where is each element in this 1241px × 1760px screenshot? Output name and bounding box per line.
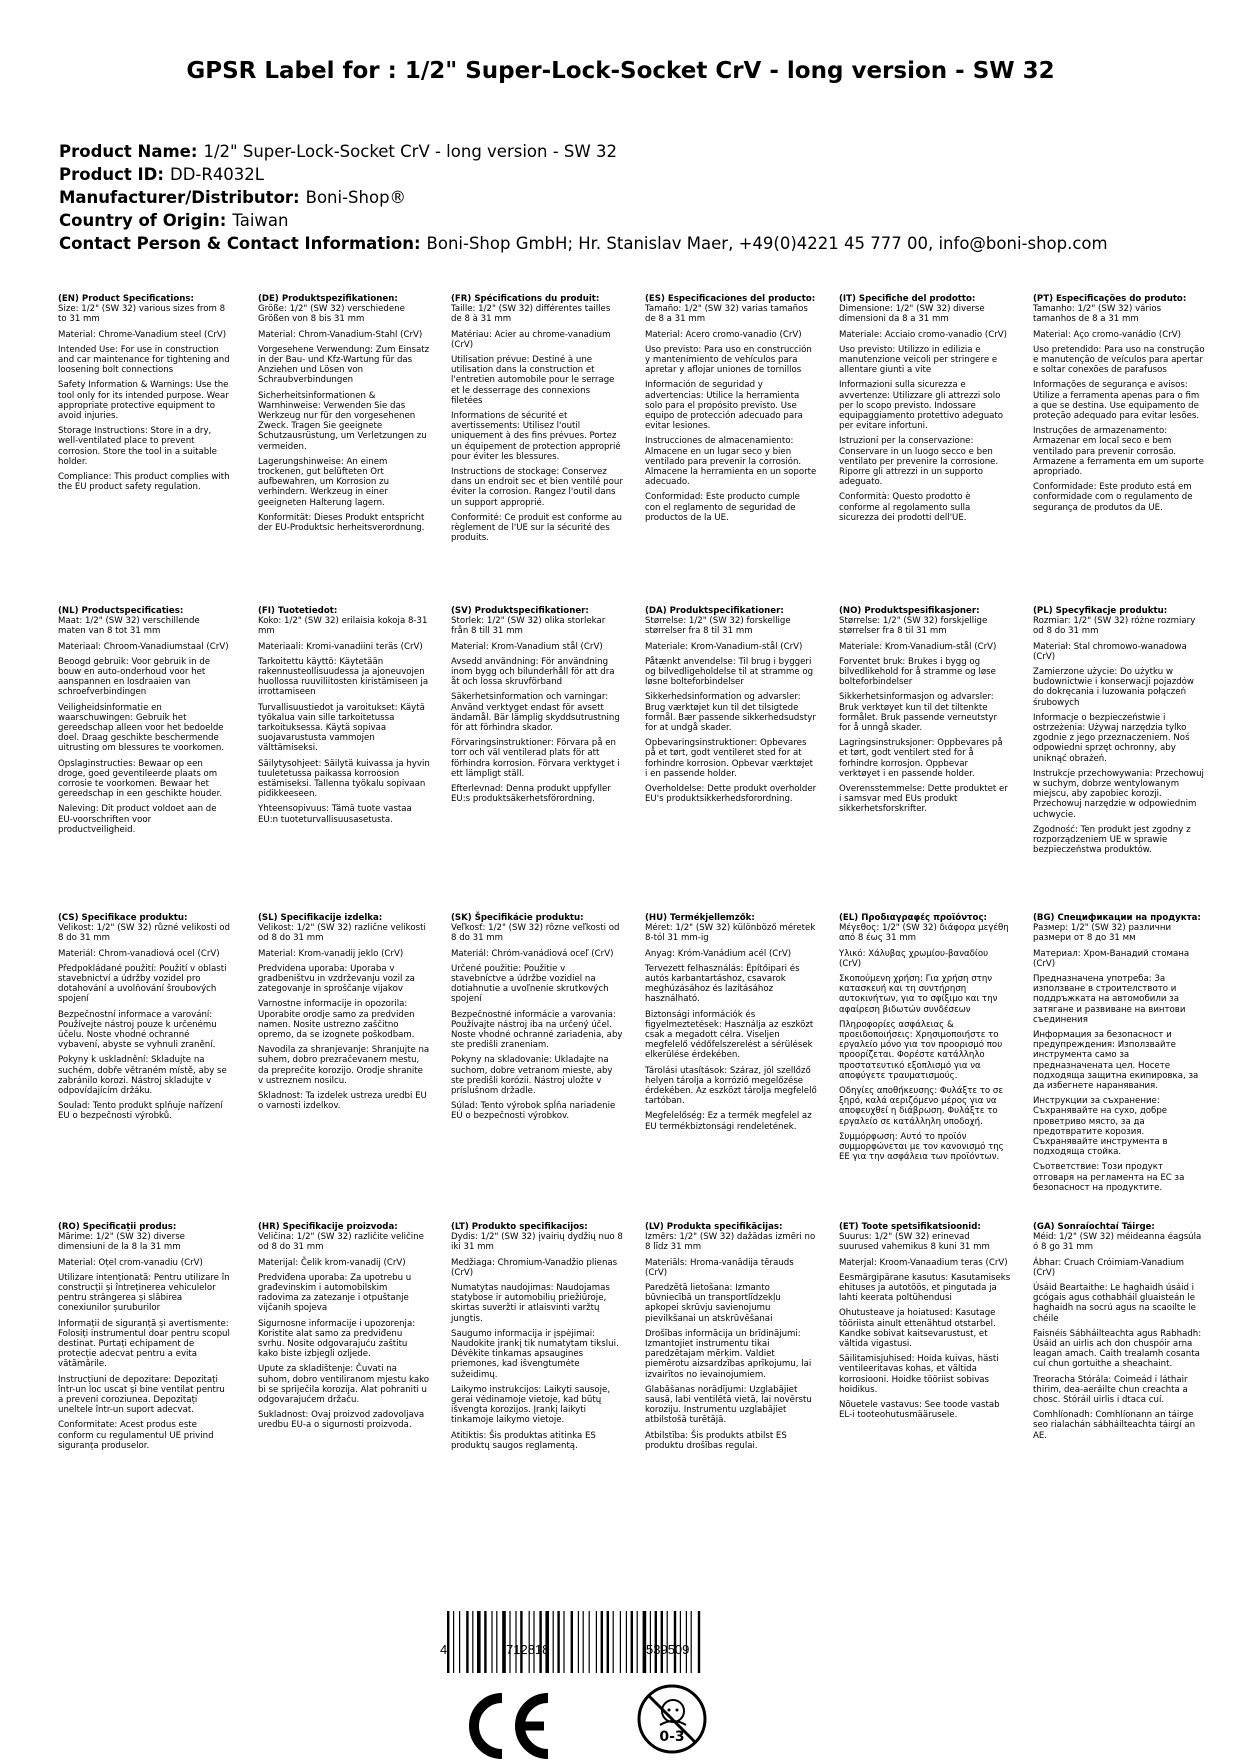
language-block-paragraph: Eesmärgipärane kasutus: Kasutamiseks ehituses ja autotöös, et pingutada ja lahti keerata poltühendusi (839, 1272, 1011, 1304)
barcode-bar (583, 1611, 584, 1673)
language-block-paragraph: Pokyny k uskladnění: Skladujte na suchém, dobře větraném místě, aby se zabránilo korozi. Nástroj skladujte v odpovídajícím držáku. (58, 1055, 227, 1097)
language-block-paragraph: Größe: 1/2" (SW 32) verschiedene Größen von 8 bis 31 mm (258, 304, 405, 325)
language-block-paragraph: Säilytysohjeet: Säilytä kuivassa ja hyvin tuuletetussa paikassa korroosion estämiseksi. Tallenna työkalu sopivaan pidikkeeseen. (258, 758, 430, 800)
language-block-paragraph: Matériau: Acier au chrome-vanadium (CrV) (451, 329, 611, 350)
language-block-paragraph: Biztonsági információk és figyelmeztetések: Használja az eszközt csak a megadott célra. Viseljen megfelelő védőfelszerelést a sérülések elkerülése érdekében. (645, 1009, 814, 1061)
language-block-paragraph: Určené použitie: Použitie v stavebníctve a údržbe vozidiel na dotiahnutie a uvoľnenie skrutkových spojení (451, 963, 609, 1005)
language-block-paragraph: Material: Krom-vanadij jeklo (CrV) (258, 948, 404, 959)
language-block-paragraph: Material: Oțel crom-vanadiu (CrV) (58, 1257, 203, 1268)
language-block-paragraph: Velikost: 1/2" (SW 32) různé velikosti od 8 do 31 mm (58, 923, 230, 944)
language-block-paragraph: Sikkerhetsinformasjon og advarsler: Bruk verktøyet kun til det tiltenkte formålet. Bruk passende verneutstyr for å unngå skader. (839, 692, 998, 734)
language-block-paragraph: Instrukcje przechowywania: Przechowuj w suchym, dobrze wentylowanym miejscu, aby zapobiec korozji. Przechowuj narzędzie w odpowiednim uchwycie. (1033, 768, 1204, 820)
barcode-bar (491, 1611, 492, 1673)
language-block-paragraph: Turvallisuustiedot ja varoitukset: Käytä työkalua vain sille tarkoitetussa tarkoituksessa. Käytä sopivaa suojavarustusta vammojen välttämiseksi. (258, 702, 425, 754)
barcode-bar (601, 1611, 603, 1673)
language-block-paragraph: Storage Instructions: Store in a dry, well-ventilated place to prevent corrosion. Store the tool in a suitable holder. (58, 426, 217, 467)
language-block-heading: (EL) Προδιαγραφές προϊόντος: (839, 913, 987, 923)
language-block-paragraph: Yhteensopivuus: Tämä tuote vastaa EU:n tuoteturvallisuusasetusta. (258, 804, 412, 825)
info-contact: Contact Person & Contact Information: Boni-Shop GmbH; Hr. Stanislav Maer, +49(0)4221 45 777 00, info@boni-shop.com (59, 234, 1108, 253)
language-block-paragraph: Informații de siguranță și avertismente: Folosiți instrumentul doar pentru scopul destinat. Purtați echipament de protecție adecvat pentru a evita vătămările. (58, 1318, 230, 1370)
language-block-paragraph: Varnostne informacije in opozorila: Uporabite orodje samo za predviden namen. Nosite ustrezno zaščitno opremo, da se izognete poškodbam. (258, 999, 415, 1041)
language-block-paragraph: Izmērs: 1/2" (SW 32) dažādas izmēri no 8 līdz 31 mm (645, 1232, 816, 1253)
barcode-bar (472, 1611, 473, 1673)
language-block-paragraph: Overholdelse: Dette produkt overholder EU's produktsikkerhedsforordning. (645, 784, 817, 805)
language-block (451, 1222, 623, 1456)
barcode-bar (596, 1611, 597, 1673)
language-block-paragraph: Megfelelőség: Ez a termék megfelel az EU termékbiztonsági rendeletének. (645, 1111, 812, 1132)
language-block (839, 294, 1011, 528)
language-block-heading: (FR) Spécifications du produit: (451, 294, 600, 304)
language-block (645, 606, 817, 809)
barcode-bar (553, 1611, 554, 1673)
barcode-bar (447, 1611, 449, 1673)
language-block-paragraph: Navodila za shranjevanje: Shranjujte na suhem, dobro prezračevanem mestu, da preprečite korozijo. Orodje shranite v ustreznem nosilcu. (258, 1045, 430, 1086)
language-block-paragraph: Informações de segurança e avisos: Utilize a ferramenta apenas para o fim a que se destina. Use equipamento de proteção adequado para evitar lesões. (1033, 380, 1200, 422)
language-block-heading: (DA) Produktspecifikationer: (645, 606, 784, 616)
language-block (1033, 294, 1205, 518)
language-block-heading: (SK) Špecifikácie produktu: (451, 913, 584, 923)
language-block-paragraph: Faisnéis Sábháilteachta agus Rabhadh: Úsáid an uirlis ach don chuspóir arna leagan amach. Caith trealamh cosanta cuí chun gortuithe a sheachaint. (1033, 1328, 1202, 1370)
language-block-paragraph: Numatytas naudojimas: Naudojamas statybose ir automobilių priežiūroje, skirtas suveržti ir atlaisvinti varžtų jungtis. (451, 1283, 610, 1324)
language-block (258, 606, 430, 830)
language-block-paragraph: Paredzētā lietošana: Izmanto būvniecībā un transportlīdzekļu apkopei skrūvju savienojumu pievilkšanai un atskrūvēšanai (645, 1283, 781, 1324)
language-block-heading: (FI) Tuotetiedot: (258, 606, 338, 616)
language-block-paragraph: Instrucțiuni de depozitare: Depozitați într-un loc uscat și bine ventilat pentru a preveni coroziunea. Depozitați uneltele într-un suport adecvat. (58, 1374, 225, 1416)
language-block-paragraph: Koko: 1/2" (SW 32) erilaisia kokoja 8-31 mm (258, 616, 428, 637)
language-block-heading: (ET) Toote spetsifikatsioonid: (839, 1222, 981, 1232)
language-block-paragraph: Comhlíonadh: Comhlíonann an táirge seo rialachán sábháilteachta táirgí an AE. (1033, 1410, 1196, 1441)
product-info (59, 140, 1209, 255)
barcode-bar (613, 1611, 614, 1673)
language-block-paragraph: Material: Aço cromo-vanádio (CrV) (1033, 329, 1181, 340)
language-block-paragraph: Méret: 1/2" (SW 32) különböző méretek 8-tól 31 mm-ig (645, 923, 816, 944)
language-block (58, 1222, 230, 1456)
language-block-heading: (BG) Спецификации на продукта: (1033, 913, 1201, 923)
language-block-paragraph: Konformität: Dieses Produkt entspricht der EU-Produktsic herheitsverordnung. (258, 512, 425, 534)
language-block-paragraph: Materjal: Kroom-Vanaadium teras (CrV) (839, 1257, 1008, 1268)
language-block-paragraph: Material: Chrome-Vanadium steel (CrV) (58, 329, 227, 340)
language-block-paragraph: Uso previsto: Para uso en construcción y mantenimiento de vehículos para apretar y aflojar uniones de tornillos (645, 344, 812, 376)
language-block-paragraph: Conformidad: Este producto cumple con el reglamento de seguridad de productos de la UE. (645, 492, 800, 523)
language-block-paragraph: Påtænkt anvendelse: Til brug i byggeri og bilvedligeholdelse til at stramme og løsne bolteforbindelser (645, 656, 814, 688)
language-block-paragraph: Предназначена употреба: За използване в строителството и поддръжката на автомобили за затягане и развиване на винтови съединения (1033, 974, 1186, 1025)
language-block-heading: (IT) Specifiche del prodotto: (839, 294, 976, 304)
language-block (451, 606, 623, 809)
language-block-paragraph: Upute za skladištenje: Čuvati na suhom, dobro ventiliranom mjestu kako bi se spriječila korozija. Alat pohraniti u odgovarajućem držaču. (258, 1364, 430, 1406)
language-block-paragraph: Conformità: Questo prodotto è conforme al regolamento sulla sicurezza dei prodotti dell'UE. (839, 492, 971, 523)
language-block-paragraph: Avsedd användning: För användning inom bygg och bilunderhåll för att dra åt och lossa skruvförband (451, 656, 615, 688)
language-block-paragraph: Materiál: Chrom-vanadiová ocel (CrV) (58, 948, 220, 959)
info-country: Country of Origin: Taiwan (59, 211, 289, 230)
language-block-paragraph: Σκοπούμενη χρήση: Για χρήση στην κατασκευή και τη συντήρηση αυτοκινήτων, για το σφίξιμο και την αφαίρεση βιδωτών συνδέσεων (839, 974, 998, 1015)
language-block-heading: (LV) Produkta specifikācijas: (645, 1222, 783, 1232)
language-block-paragraph: Størrelse: 1/2" (SW 32) forskellige størrelser fra 8 til 31 mm (645, 616, 791, 637)
info-product-name: Product Name: 1/2" Super-Lock-Socket CrV - long version - SW 32 (59, 142, 617, 161)
language-block-paragraph: Materiál: Chróm-vanádiová oceľ (CrV) (451, 948, 614, 959)
age-label: 0-3 (659, 1729, 685, 1745)
barcode-bar (578, 1611, 579, 1673)
language-block-paragraph: Uso pretendido: Para uso na construção e manutenção de veículos para apertar e soltar conexões de parafusos (1033, 344, 1205, 376)
language-block (58, 913, 230, 1127)
barcode-bar (637, 1611, 638, 1673)
language-block-heading: (NL) Productspecificaties: (58, 606, 184, 616)
language-block-paragraph: Predviđena uporaba: Za upotrebu u građevinskim i automobilskim radovima za zatezanje i otpuštanje vijčanih spojeva (258, 1272, 412, 1314)
language-block-paragraph: Lagerungshinweise: An einem trockenen, gut belüfteten Ort aufbewahren, um Korrosion zu verhindern. Werkzeug in einer geeigneten Halterung lagern. (258, 456, 390, 508)
language-block-paragraph: Informations de sécurité et avertissements: Utilisez l'outil uniquement à des fins prévues. Portez un équipement de protection approprié pour éviter les blessures. (451, 411, 621, 462)
language-block-paragraph: Úsáid Beartaithe: Le haghaidh úsáid i gcógais agus cothabháil gluaisteán le haghaidh na socrú agus na scaoilte le chéile (1033, 1283, 1196, 1324)
language-block-paragraph: Storlek: 1/2" (SW 32) olika storlekar från 8 till 31 mm (451, 616, 606, 637)
language-block-paragraph: Ábhar: Cruach Cróimiam-Vanadium (CrV) (1033, 1257, 1185, 1278)
language-block-paragraph: Treoracha Stórála: Coimeád i láthair thirim, dea-aeráilte chun creachta a chosc. Stóráil uirlis i dtaca cuí. (1033, 1374, 1188, 1406)
language-block-paragraph: Tárolási utasítások: Száraz, jól szellőző helyen tárolja a korrózió megelőzése érdekében. Az eszközt tárolja megfelelő tartóban. (645, 1065, 817, 1107)
language-block-paragraph: Předpokládané použití: Použití v oblasti stavebnictví a údržby vozidel pro dotahování a uvolňování šroubových spojení (58, 963, 227, 1005)
language-block-paragraph: Saugumo informacija ir įspėjimai: Naudokite įrankį tik numatytam tikslui. Dėvėkite tinkamas apsaugines priemones, kad išvengtumėte sužeidimų. (451, 1328, 619, 1380)
barcode-bar (631, 1611, 633, 1673)
language-block-heading: (SV) Produktspecifikationer: (451, 606, 589, 616)
barcode-bar (557, 1611, 559, 1673)
barcode-bar (620, 1611, 621, 1673)
barcode-bar (698, 1611, 700, 1673)
language-block-paragraph: Συμμόρφωση: Αυτό το προϊόν συμμορφώνεται με τον κανονισμό της ΕΕ για την ασφάλεια των προϊόντων. (839, 1131, 1004, 1163)
page-title: GPSR Label for : 1/2" Super-Lock-Socket CrV - long version - SW 32 (186, 58, 1055, 84)
language-block-paragraph: Υλικό: Χάλυβας χρωμίου-βαναδίου (CrV) (839, 948, 989, 969)
language-block-paragraph: Safety Information & Warnings: Use the tool only for its intended purpose. Wear appropriate protective equipment to avoid injuries. (58, 380, 229, 422)
language-block-paragraph: Conformitate: Acest produs este conform cu regulamentul UE privind siguranța produselor. (58, 1420, 214, 1451)
language-block-heading: (NO) Produktspesifikasjoner: (839, 606, 980, 616)
language-block-paragraph: Atitiktis: Šis produktas atitinka ES produktų saugos reglamentą. (451, 1430, 596, 1451)
language-block-heading: (CS) Specifikace produktu: (58, 913, 188, 923)
language-block (58, 606, 230, 840)
language-block (645, 913, 817, 1137)
language-block-paragraph: Tamaño: 1/2" (SW 32) varias tamaños de 8 a 31 mm (645, 304, 808, 325)
barcode-bar (626, 1611, 627, 1673)
language-block-paragraph: Ohutusteave ja hoiatused: Kasutage tööriista ainult ettenähtud otstarbel. Kandke sobivat kaitsevarustust, et vältida vigastusi. (839, 1308, 996, 1350)
barcode-bar (563, 1611, 564, 1673)
language-block (645, 1222, 817, 1456)
language-block-paragraph: Pokyny na skladovanie: Ukladajte na suchom, dobre vetranom mieste, aby ste predišli korózii. Nástroj uložte v príslušnom držadle. (451, 1055, 613, 1097)
language-block-heading: (HR) Specifikacije proizvoda: (258, 1222, 398, 1232)
language-block-paragraph: Zamierzone użycie: Do użytku w budownictwie i konserwacji pojazdów do dokręcania i luzowania połączeń śrubowych (1033, 667, 1194, 708)
language-block-paragraph: Información de seguridad y advertencias: Utilice la herramienta solo para el propósito previsto. Use equipo de protección adecuado para evitar lesiones. (645, 380, 803, 432)
barcode (443, 1611, 753, 1681)
language-block-paragraph: Информация за безопасност и предупреждения: Използвайте инструмента само за предназначената цел. Носете подходяща защитна екипировка, за да избегнете наранявания. (1033, 1030, 1199, 1092)
language-block-paragraph: Forventet bruk: Brukes i bygg og bilvedlikehold for å stramme og løse bolteforbindelser (839, 656, 996, 688)
language-block (258, 1222, 430, 1436)
language-block-paragraph: Beoogd gebruik: Voor gebruik in de bouw en auto-onderhoud voor het aanspannen en losdraaien van schroefverbindingen (58, 656, 211, 698)
language-block-heading: (SL) Specifikacije izdelka: (258, 913, 383, 923)
barcode-bar (484, 1611, 486, 1673)
language-block (839, 606, 1011, 820)
language-block-paragraph: Istruzioni per la conservazione: Conservare in un luogo secco e ben ventilato per prevenire la corrosione. Riporre gli attrezzi in un supporto adeguato. (839, 436, 999, 488)
language-block-paragraph: Tervezett felhasználás: Építőipari és autós karbantartáshoz, csavarok meghúzásához és lazításához használható. (645, 963, 800, 1005)
language-block-paragraph: Conformité: Ce produit est conforme au règlement de l'UE sur la sécurité des produits. (451, 512, 622, 544)
barcode-bar (571, 1611, 573, 1673)
language-block-paragraph: Πληροφορίες ασφάλειας & προειδοποιήσεις: Χρησιμοποιήστε το εργαλείο μόνο για τον προορισμό που προορίζεται. Φορέστε κατάλληλο προστατευτικό εξοπλισμό για να αποφύγετε τραυματισμούς. (839, 1019, 1003, 1081)
info-manufacturer: Manufacturer/Distributor: Boni-Shop® (59, 188, 407, 207)
language-block-paragraph: Material: Chrom-Vanadium-Stahl (CrV) (258, 329, 423, 340)
barcode-bar (607, 1611, 609, 1673)
language-block-paragraph: Skladnost: Ta izdelek ustreza uredbi EU o varnosti izdelkov. (258, 1091, 427, 1112)
language-block-paragraph: Материал: Хром-Ванадий стомана (CrV) (1033, 948, 1190, 969)
language-block-heading: (GA) Sonraíochtaí Táirge: (1033, 1222, 1155, 1232)
language-block-paragraph: Instrucciones de almacenamiento: Almacene en un lugar seco y bien ventilado para prevenir la corrosión. Almacene la herramienta en un soporte adecuado. (645, 436, 817, 488)
language-block (258, 913, 430, 1116)
language-block-paragraph: Efterlevnad: Denna produkt uppfyller EU:s produktsäkerhetsförordning. (451, 784, 611, 805)
language-block-paragraph: Taille: 1/2" (SW 32) différentes tailles de 8 à 31 mm (451, 304, 611, 325)
barcode-bar (691, 1611, 692, 1673)
language-block-paragraph: Размер: 1/2" (SW 32) различни размери от 8 до 31 мм (1033, 923, 1172, 944)
language-block-paragraph: Mărime: 1/2" (SW 32) diverse dimensiuni de la 8 la 31 mm (58, 1232, 185, 1253)
barcode-bar (459, 1611, 460, 1673)
language-block (645, 294, 817, 528)
language-block-paragraph: Sicherheitsinformationen & Warnhinweise: Verwenden Sie das Werkzeug nur für den vorgesehenen Zweck. Tragen Sie geeignete Schutzausrüstung, um Verletzungen zu vermeiden. (258, 390, 427, 452)
language-block-paragraph: Säkerhetsinformation och varningar: Använd verktyget endast för avsett ändamål. Bär lämplig skyddsutrustning för att förhindra skador. (451, 692, 620, 734)
language-block-paragraph: Materiaal: Chroom-Vanadiumstaal (CrV) (58, 641, 229, 652)
language-block-paragraph: Drošības informācija un brīdinājumi: Izmantojiet instrumentu tikai paredzētajam mērķim. Valdiet piemērotu aizsardzības aprīkojumu, lai izvairītos no ievainojumiem. (645, 1328, 812, 1380)
language-block-heading: (PL) Specyfikacje produktu: (1033, 606, 1168, 616)
language-block-paragraph: Materijal: Čelik krom-vanadij (CrV) (258, 1257, 406, 1268)
language-block-paragraph: Materiaali: Kromi-vanadiini teräs (CrV) (258, 641, 423, 652)
language-block-paragraph: Material: Krom-Vanadium stål (CrV) (451, 641, 603, 652)
ce-mark-icon (458, 1692, 554, 1760)
language-block-paragraph: Anyag: Króm-Vanádium acél (CrV) (645, 948, 792, 959)
language-block-paragraph: Μέγεθος: 1/2" (SW 32) διάφορα μεγέθη από 8 έως 31 mm (839, 923, 1009, 944)
language-block-paragraph: Tarkoitettu käyttö: Käytetään rakennusteollisuudessa ja ajoneuvojen huollossa ruuviliitosten kiristämiseen ja irrottamiseen (258, 656, 429, 698)
language-block-paragraph: Medžiaga: Chromium-Vanadžio plienas (CrV) (451, 1257, 618, 1278)
language-block-heading: (EN) Product Specifications: (58, 294, 194, 304)
language-block-heading: (PT) Especificações do produto: (1033, 294, 1187, 304)
language-block-paragraph: Material: Acero cromo-vanadio (CrV) (645, 329, 802, 340)
language-block-paragraph: Velikost: 1/2" (SW 32) različne velikosti od 8 do 31 mm (258, 923, 426, 944)
language-block-paragraph: Lagringsinstruksjoner: Oppbevares på et tørt, godt ventilert sted for å forhindre korrosjon. Oppbevar verktøyet i en passende holder. (839, 738, 1003, 779)
language-block (258, 294, 430, 538)
language-block-paragraph: Soulad: Tento produkt splňuje nařízení EU o bezpečnosti výrobků. (58, 1101, 223, 1122)
language-block-paragraph: Bezpečnostné informácie a varovania: Používajte nástroj iba na určený účel. Noste vhodné ochranné zariadenia, aby ste predišli zraneniam. (451, 1009, 623, 1051)
language-block-paragraph: Förvaringsinstruktioner: Förvara på en torr och väl ventilerad plats för att förhindra korrosion. Förvara verktyget i ett lämpligt ställ. (451, 738, 620, 779)
language-block-paragraph: Naleving: Dit product voldoet aan de EU-voorschriften voor productveiligheid. (58, 804, 217, 835)
age-warning-icon (636, 1683, 708, 1755)
language-block-paragraph: Bezpečnostní informace a varování: Používejte nástroj pouze k určenému účelu. Noste vhodné ochranné vybavení, abyste se vyhnuli zranění. (58, 1009, 217, 1051)
language-block-paragraph: Инструкции за съхранение: Съхранявайте на сухо, добре проветриво място, за да предотвратите корозия. Съхранявайте инструмента в подходяща стойка. (1033, 1096, 1168, 1158)
language-block-paragraph: Materiał: Stal chromowo-wanadowa (CrV) (1033, 641, 1187, 662)
barcode-bar (589, 1611, 590, 1673)
language-block-paragraph: Opbevaringsinstruktioner: Opbevares på et tørt, godt ventileret sted for at forhindre korrosion. Opbevar værktøjet i en passende holder. (645, 738, 813, 779)
barcode-bar (496, 1611, 497, 1673)
language-block-heading: (LT) Produkto specifikacijos: (451, 1222, 588, 1232)
language-block (839, 1222, 1011, 1425)
language-block-paragraph: Rozmiar: 1/2" (SW 32) różne rozmiary od 8 do 31 mm (1033, 616, 1196, 637)
language-block (58, 294, 230, 497)
language-block-paragraph: Utilisation prévue: Destiné à une utilisation dans la construction et l'entretien automobile pour le serrage et le desserrage des connexions filetées (451, 355, 615, 406)
language-block-paragraph: Uso previsto: Utilizzo in edilizia e manutenzione veicoli per stringere e allentare giunti a vite (839, 344, 998, 376)
language-block-paragraph: Compliance: This product complies with the EU product safety regulation. (58, 472, 230, 493)
language-block-paragraph: Méid: 1/2" (SW 32) méideanna éagsúla ó 8 go 31 mm (1033, 1232, 1202, 1253)
barcode-digits-left: 712818 (506, 1642, 550, 1657)
language-block-paragraph: Predvidena uporaba: Uporaba v gradbeništvu in vzdrževanju vozil za zategovanje in sproščanje vijakov (258, 963, 415, 995)
language-block-paragraph: Glabāšanas norādījumi: Uzglabājiet sausā, labi ventilētā vietā, lai novērstu koroziju. Instrumentu uzglabājiet atbilstošā turētājā. (645, 1384, 812, 1426)
language-block-paragraph: Atbilstība: Šis produkts atbilst ES produktu drošības regulai. (645, 1430, 787, 1451)
language-block (451, 913, 623, 1127)
barcode-bar (466, 1611, 468, 1673)
language-block (451, 294, 623, 548)
language-block (1033, 606, 1205, 860)
language-block-paragraph: Veiligheidsinformatie en waarschuwingen: Gebruik het gereedschap alleen voor het bedoelde doel. Draag geschikte beschermende uitrusting om blessures te voorkomen. (58, 702, 225, 754)
barcode-bar (477, 1611, 481, 1673)
info-product-id: Product ID: DD-R4032L (59, 165, 264, 184)
language-block (839, 913, 1011, 1167)
language-block-heading: (DE) Produktspezifikationen: (258, 294, 398, 304)
language-block-paragraph: Materiale: Acciaio cromo-vanadio (CrV) (839, 329, 1008, 340)
language-block-paragraph: Sukladnost: Ovaj proizvod zadovoljava uredbu EU-a o sigurnosti proizvoda. (258, 1410, 425, 1431)
barcode-bar (453, 1611, 454, 1673)
barcode-digits-right: 539509 (646, 1642, 690, 1657)
language-block-paragraph: Størrelse: 1/2" (SW 32) forskjellige størrelser fra 8 til 31 mm (839, 616, 988, 637)
language-block (1033, 1222, 1205, 1446)
language-block-paragraph: Tamanho: 1/2" (SW 32) vários tamanhos de 8 a 31 mm (1033, 304, 1162, 325)
language-block-paragraph: Sikkerhedsinformation og advarsler: Brug værktøjet kun til det tilsigtede formål. Bær passende sikkerhedsudstyr for at undgå skader. (645, 692, 816, 734)
language-block-paragraph: Съответствие: Този продукт отговаря на регламента на ЕС за безопасност на продуктите. (1033, 1162, 1185, 1193)
language-block-paragraph: Instruções de armazenamento: Armazenar em local seco e bem ventilado para prevenir corrosão. Armazene a ferramenta em um suporte apropriado. (1033, 426, 1204, 478)
language-block-paragraph: Informacje o bezpieczeństwie i ostrzeżenia: Używaj narzędzia tylko zgodnie z jego przeznaczeniem. Noś odpowiedni sprzęt ochronny, aby uniknąć obrażeń. (1033, 712, 1190, 764)
language-block-paragraph: Dydis: 1/2" (SW 32) įvairių dydžių nuo 8 iki 31 mm (451, 1232, 623, 1253)
language-block-paragraph: Utilizare intenționată: Pentru utilizare în construcții și întreținerea vehiculelor pentru strângerea și slăbirea conexiunilor șuruburilor (58, 1272, 230, 1314)
language-block-paragraph: Nõuetele vastavus: See toode vastab EL-i tooteohutusmäärusele. (839, 1400, 1000, 1421)
language-block-paragraph: Size: 1/2" (SW 32) various sizes from 8 to 31 mm (58, 304, 226, 325)
language-block-paragraph: Vorgesehene Verwendung: Zum Einsatz in der Bau- und Kfz-Wartung für das Anziehen und Lösen von Schraubverbindungen (258, 344, 430, 386)
language-block-paragraph: Intended Use: For use in construction and car maintenance for tightening and loosening bolt connections (58, 344, 230, 376)
language-block-paragraph: Overensstemmelse: Dette produktet er i samsvar med EUs produkt sikkerhetsforskrifter. (839, 784, 1008, 815)
language-block-paragraph: Materiale: Krom-Vanadium-stål (CrV) (645, 641, 803, 652)
language-block-paragraph: Sigurnosne informacije i upozorenja: Koristite alat samo za predviđenu svrhu. Nosite odgovarajuću zaštitu kako biste izbjegli ozljede. (258, 1318, 416, 1360)
language-block-paragraph: Materiāls: Hroma-vanādija tērauds (CrV) (645, 1257, 794, 1278)
language-block-heading: (RO) Specificații produs: (58, 1222, 177, 1232)
language-block-paragraph: Laikymo instrukcijos: Laikyti sausoje, gerai vėdinamoje vietoje, kad būtų išvengta korozijos. Įrankį laikyti tinkamoje laikymo vietoje. (451, 1384, 611, 1426)
language-block-paragraph: Súlad: Tento výrobok spĺňa nariadenie EÚ o bezpečnosti výrobkov. (451, 1101, 616, 1122)
language-block-paragraph: Materiale: Krom-Vanadium-stål (CrV) (839, 641, 997, 652)
language-block-paragraph: Informazioni sulla sicurezza e avvertenze: Utilizzare gli attrezzi solo per lo scopo previsto. Indossare equipaggiamento protettivo adeguato per evitare infortuni. (839, 380, 1004, 432)
language-block-paragraph: Οδηγίες αποθήκευσης: Φυλάξτε το σε ξηρό, καλά αεριζόμενο μέρος για να αποφευχθεί η διάβρωση. Φυλάξτε το εργαλείο σε κατάλληλη υποδοχή. (839, 1086, 1004, 1127)
language-block-paragraph: Veľkosť: 1/2" (SW 32) rôzne veľkosti od 8 do 31 mm (451, 923, 620, 944)
language-block-paragraph: Maat: 1/2" (SW 32) verschillende maten van 8 tot 31 mm (58, 616, 200, 637)
barcode-digit-first: 4 (440, 1642, 448, 1657)
language-block-paragraph: Säilitamisjuhised: Hoida kuivas, hästi ventileeritavas kohas, et vältida korrosiooni. Hoidke tööriist sobivas hoidikus. (839, 1354, 999, 1395)
language-block-paragraph: Zgodność: Ten produkt jest zgodny z rozporządzeniem UE w sprawie bezpieczeństwa produktów. (1033, 824, 1191, 856)
language-block-paragraph: Suurus: 1/2" (SW 32) erinevad suurused vahemikus 8 kuni 31 mm (839, 1232, 990, 1253)
language-block-paragraph: Instructions de stockage: Conservez dans un endroit sec et bien ventilé pour éviter la corrosion. Rangez l'outil dans un support approprié. (451, 467, 623, 508)
language-block-heading: (ES) Especificaciones del producto: (645, 294, 816, 304)
language-block-paragraph: Veličina: 1/2" (SW 32) različite veličine od 8 do 31 mm (258, 1232, 424, 1253)
language-block-paragraph: Dimensione: 1/2" (SW 32) diverse dimensioni da 8 a 31 mm (839, 304, 985, 325)
language-block-paragraph: Conformidade: Este produto está em conformidade com o regulamento de segurança de produtos da UE. (1033, 482, 1193, 513)
language-block-paragraph: Opslaginstructies: Bewaar op een droge, goed geventileerde plaats om corrosie te voorkomen. Bewaar het gereedschap in een geschikte houder. (58, 758, 223, 800)
language-block-heading: (HU) Termékjellemzők: (645, 913, 755, 923)
language-block (1033, 913, 1205, 1198)
